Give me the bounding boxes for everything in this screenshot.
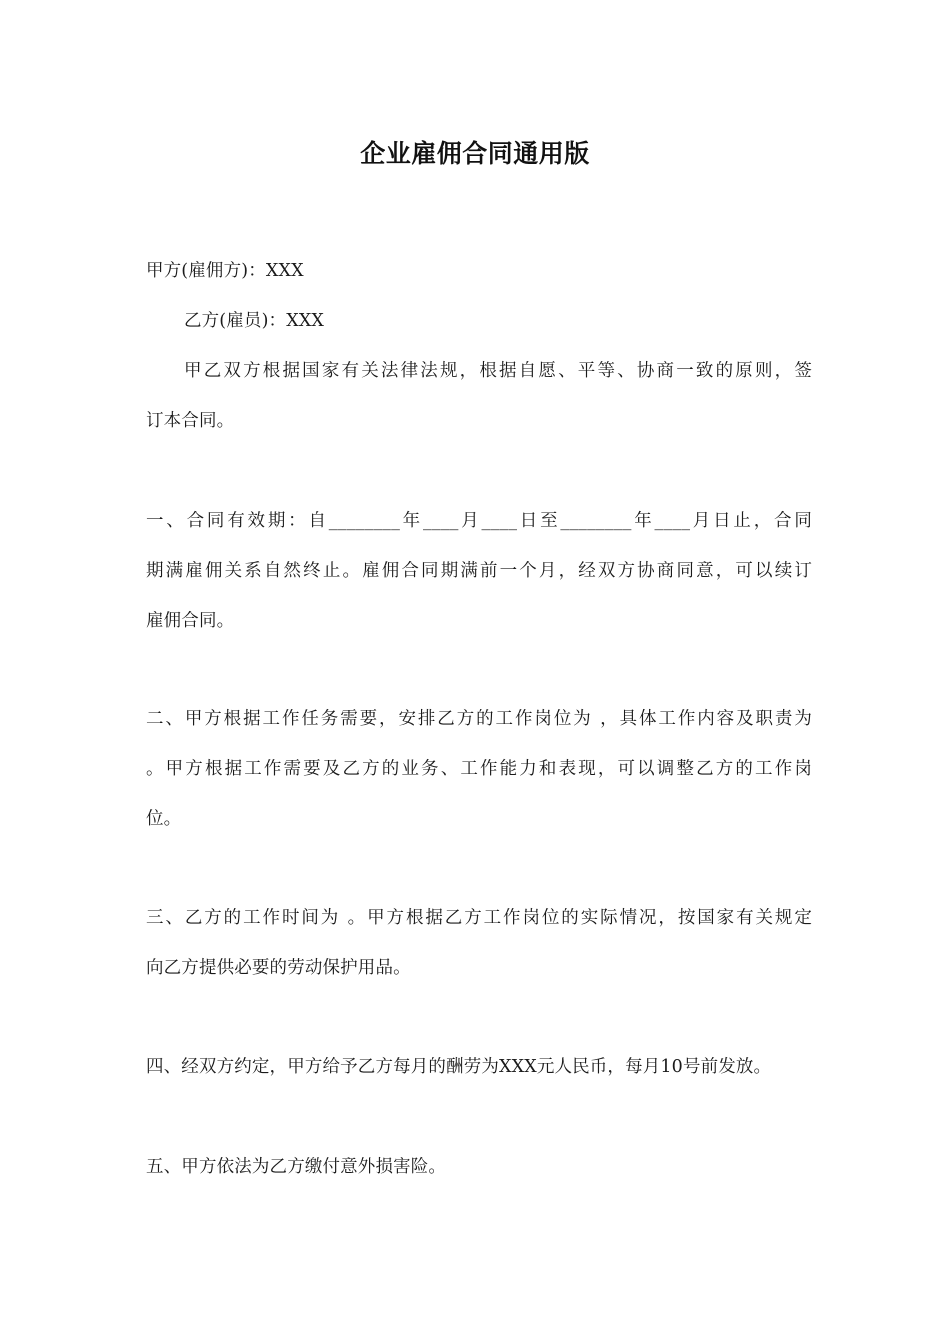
clause-1-line-1: 一、合同有效期：自________年____月____日至________年____月日止，合同 — [146, 511, 812, 531]
party-a-line: 甲方(雇佣方)：XXX — [146, 261, 304, 281]
clause-1-line-2: 期满雇佣关系自然终止。雇佣合同期满前一个月，经双方协商同意，可以续订 — [146, 561, 812, 581]
clause-3-line-2: 向乙方提供必要的劳动保护用品。 — [146, 958, 411, 978]
party-b-line: 乙方(雇员)：XXX — [184, 311, 325, 331]
clause-5-line-1: 五、甲方依法为乙方缴付意外损害险。 — [146, 1157, 447, 1177]
clause-1-line-3: 雇佣合同。 — [146, 611, 235, 631]
clause-4-line-1: 四、经双方约定，甲方给予乙方每月的酬劳为XXX元人民币，每月10号前发放。 — [146, 1057, 772, 1077]
clause-3-line-1: 三、乙方的工作时间为 。甲方根据乙方工作岗位的实际情况，按国家有关规定 — [146, 908, 812, 928]
clause-2-line-1: 二、甲方根据工作任务需要，安排乙方的工作岗位为 ，具体工作内容及职责为 — [146, 709, 812, 729]
clause-2-line-3: 位。 — [146, 809, 182, 829]
clause-2-line-2: 。甲方根据工作需要及乙方的业务、工作能力和表现，可以调整乙方的工作岗 — [146, 759, 812, 779]
preamble-line-2: 订本合同。 — [146, 411, 235, 431]
document-title: 企业雇佣合同通用版 — [360, 139, 590, 168]
preamble-line-1: 甲乙双方根据国家有关法律法规，根据自愿、平等、协商一致的原则，签 — [184, 361, 812, 381]
